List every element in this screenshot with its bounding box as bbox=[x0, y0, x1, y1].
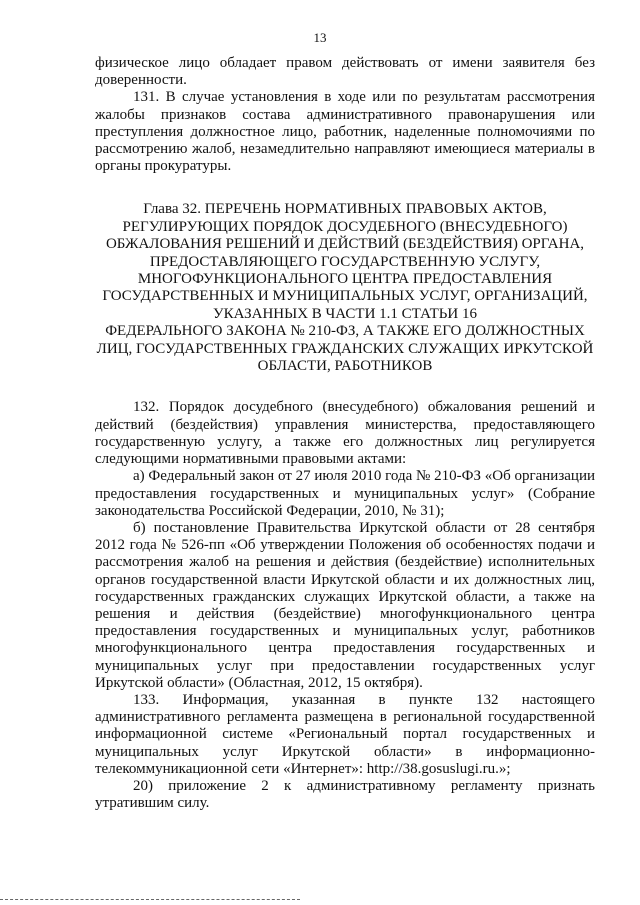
footer-divider bbox=[0, 899, 300, 900]
paragraph-133: 133. Информация, указанная в пункте 132 настоящего административного регламента размещена в региональной государственной информационной системе «Региональный портал государственных и муниципальных услуг Иркутской области» в информационно-телекоммуникационной сети «Интернет»: http://38.gosuslugi.ru.»; bbox=[95, 691, 595, 777]
chapter-heading-line: ГОСУДАРСТВЕННЫХ И МУНИЦИПАЛЬНЫХ УСЛУГ, ОРГАНИЗАЦИЙ, bbox=[102, 288, 588, 305]
chapter-heading-line: ОБЛАСТИ, РАБОТНИКОВ bbox=[257, 358, 433, 375]
chapter-heading bbox=[95, 201, 595, 375]
chapter-heading-line: Глава 32. ПЕРЕЧЕНЬ НОРМАТИВНЫХ ПРАВОВЫХ АКТОВ, bbox=[143, 201, 547, 218]
chapter-heading-line: ПРЕДОСТАВЛЯЮЩЕГО ГОСУДАРСТВЕННУЮ УСЛУГУ, bbox=[149, 253, 541, 270]
paragraph-132-a: а) Федеральный закон от 27 июля 2010 года № 210-ФЗ «Об организации предоставления государственных и муниципальных услуг» (Собрание законодательства Российской Федерации, 2010, № 31); bbox=[95, 468, 595, 519]
chapter-heading-line: ЛИЦ, ГОСУДАРСТВЕННЫХ ГРАЖДАНСКИХ СЛУЖАЩИХ ИРКУТСКОЙ bbox=[96, 340, 594, 357]
chapter-heading-line: ФЕДЕРАЛЬНОГО ЗАКОНА № 210-ФЗ, А ТАКЖЕ ЕГО ДОЛЖНОСТНЫХ bbox=[105, 323, 585, 340]
page-number: 13 bbox=[313, 30, 327, 45]
paragraph-132: 132. Порядок досудебного (внесудебного) обжалования решений и действий (бездействия) управления министерства, предоставляющего государственную услугу, а также его должностных лиц регулируется следующими нормативными правовыми актами: bbox=[95, 399, 595, 468]
paragraph-131: 131. В случае установления в ходе или по результатам рассмотрения жалобы признаков состава административного правонарушения или преступления должностное лицо, работник, наделенные полномочиями по рассмотрению жалоб, незамедлительно направляют имеющиеся материалы в органы прокуратуры. bbox=[95, 89, 595, 175]
chapter-heading-line: УКАЗАННЫХ В ЧАСТИ 1.1 СТАТЬИ 16 bbox=[213, 305, 477, 322]
chapter-heading-line: РЕГУЛИРУЮЩИХ ПОРЯДОК ДОСУДЕБНОГО (ВНЕСУДЕБНОГО) bbox=[122, 218, 568, 235]
paragraph-intro: физическое лицо обладает правом действовать от имени заявителя без доверенности. bbox=[95, 55, 595, 89]
paragraph-20: 20) приложение 2 к административному регламенту признать утратившим силу. bbox=[95, 777, 595, 812]
paragraph-132-b: б) постановление Правительства Иркутской области от 28 сентября 2012 года № 526-пп «Об утверждении Положения об особенностях подачи и рассмотрения жалоб на решения и действия (бездействие) исполнительных органов государственной власти Иркутской области и их должностных лиц, государственных гражданских служащих Иркутской области, а также на решения и действия (бездействие) многофункционального центра предоставления государственных и муниципальных услуг, работников многофункционального центра предоставления государственных и муниципальных услуг при предоставлении государственных услуг Иркутской области» (Областная, 2012, 15 октября). bbox=[95, 519, 595, 691]
document-body bbox=[95, 55, 595, 812]
chapter-heading-line: МНОГОФУНКЦИОНАЛЬНОГО ЦЕНТРА ПРЕДОСТАВЛЕНИЯ bbox=[137, 271, 553, 288]
chapter-heading-line: ОБЖАЛОВАНИЯ РЕШЕНИЙ И ДЕЙСТВИЙ (БЕЗДЕЙСТВИЯ) ОРГАНА, bbox=[105, 236, 585, 253]
